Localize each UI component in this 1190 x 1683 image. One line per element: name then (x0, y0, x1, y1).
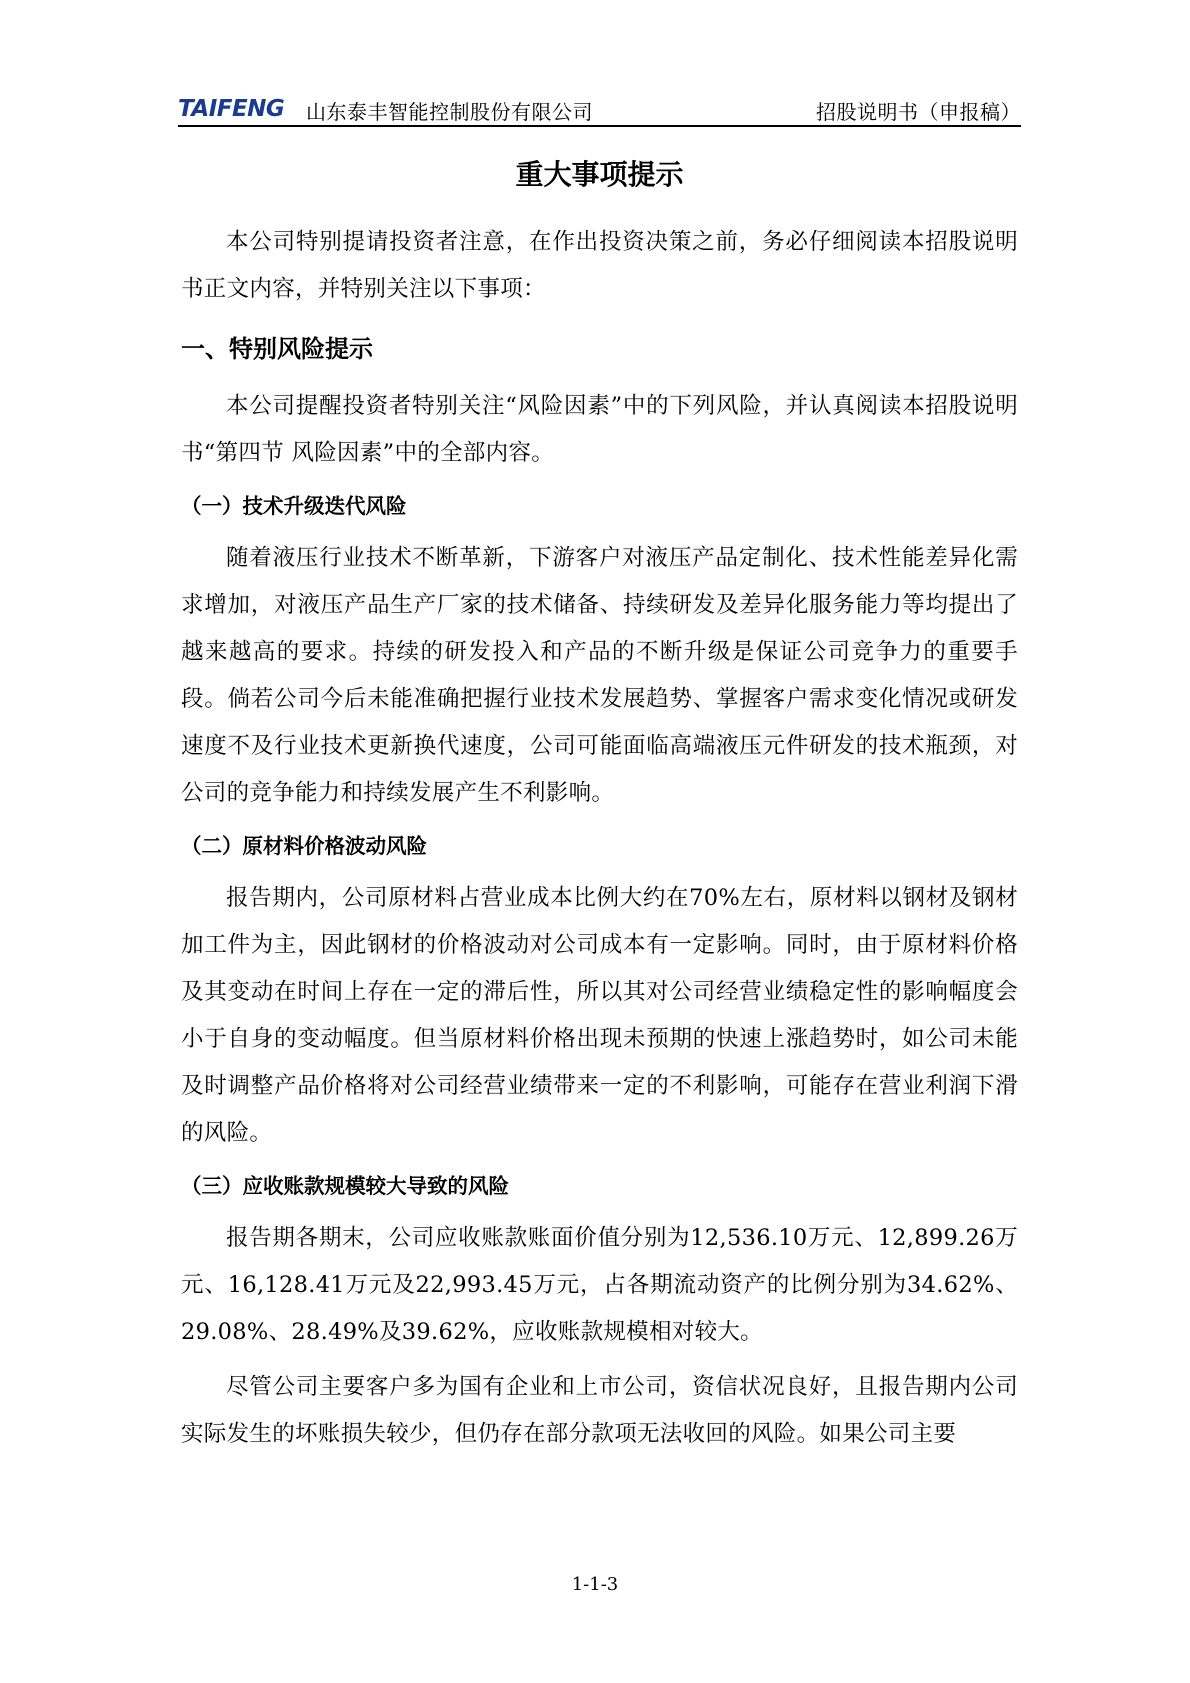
material-risk-paragraph: 报告期内，公司原材料占营业成本比例大约在70%左右，原材料以钢材及钢材加工件为主，因此钢材的价格波动对公司成本有一定影响。同时，由于原材料价格及其变动在时间上存在一定的滞后性，所以其对公司经营业绩稳定性的影响幅度会小于自身的变动幅度。但当原材料价格出现未预期的快速上涨趋势时，如公司未能及时调整产品价格将对公司经营业绩带来一定的不利影响，可能存在营业利润下滑的风险。 (181, 885, 1018, 1146)
subsection-heading-material-risk: （二）原材料价格波动风险 (181, 834, 427, 858)
tech-risk-paragraph: 随着液压行业技术不断革新，下游客户对液压产品定制化、技术性能差异化需求增加，对液压产品生产厂家的技术储备、持续研发及差异化服务能力等均提出了越来越高的要求。持续的研发投入和产品的不断升级是保证公司竞争力的重要手段。倘若公司今后未能准确把握行业技术发展趋势、掌握客户需求变化情况或研发速度不及行业技术更新换代速度，公司可能面临高端液压元件研发的技术瓶颈，对公司的竞争能力和持续发展产生不利影响。 (181, 545, 1018, 806)
company-name: 山东泰丰智能控制股份有限公司 (306, 100, 593, 124)
intro-paragraph: 本公司特别提请投资者注意，在作出投资决策之前，务必仔细阅读本招股说明书正文内容，并特别关注以下事项： (181, 229, 1018, 302)
page-body (181, 152, 1018, 1458)
subsection-heading-tech-risk: （一）技术升级迭代风险 (181, 494, 407, 518)
receivables-risk-paragraph-2: 尽管公司主要客户多为国有企业和上市公司，资信状况良好，且报告期内公司实际发生的坏账损失较少，但仍存在部分款项无法收回的风险。如果公司主要 (181, 1374, 1018, 1447)
header-divider (178, 125, 1021, 127)
section-intro-paragraph: 本公司提醒投资者特别关注“风险因素”中的下列风险，并认真阅读本招股说明书“第四节 风险因素”中的全部内容。 (181, 393, 1018, 466)
section-heading-special-risks: 一、特别风险提示 (181, 335, 373, 363)
page-header (178, 92, 1021, 126)
page-number: 1-1-3 (571, 1574, 619, 1595)
page-title: 重大事项提示 (515, 158, 684, 191)
document-type: 招股说明书（申报稿） (816, 100, 1021, 124)
receivables-risk-paragraph-1: 报告期各期末，公司应收账款账面价值分别为12,536.10万元、12,899.26万元、16,128.41万元及22,993.45万元，占各期流动资产的比例分别为34.62%、29.08%、28.49%及39.62%，应收账款规模相对较大。 (181, 1225, 1018, 1345)
subsection-heading-receivables-risk: （三）应收账款规模较大导致的风险 (181, 1174, 509, 1198)
company-logo: TAIFENG (178, 96, 285, 122)
